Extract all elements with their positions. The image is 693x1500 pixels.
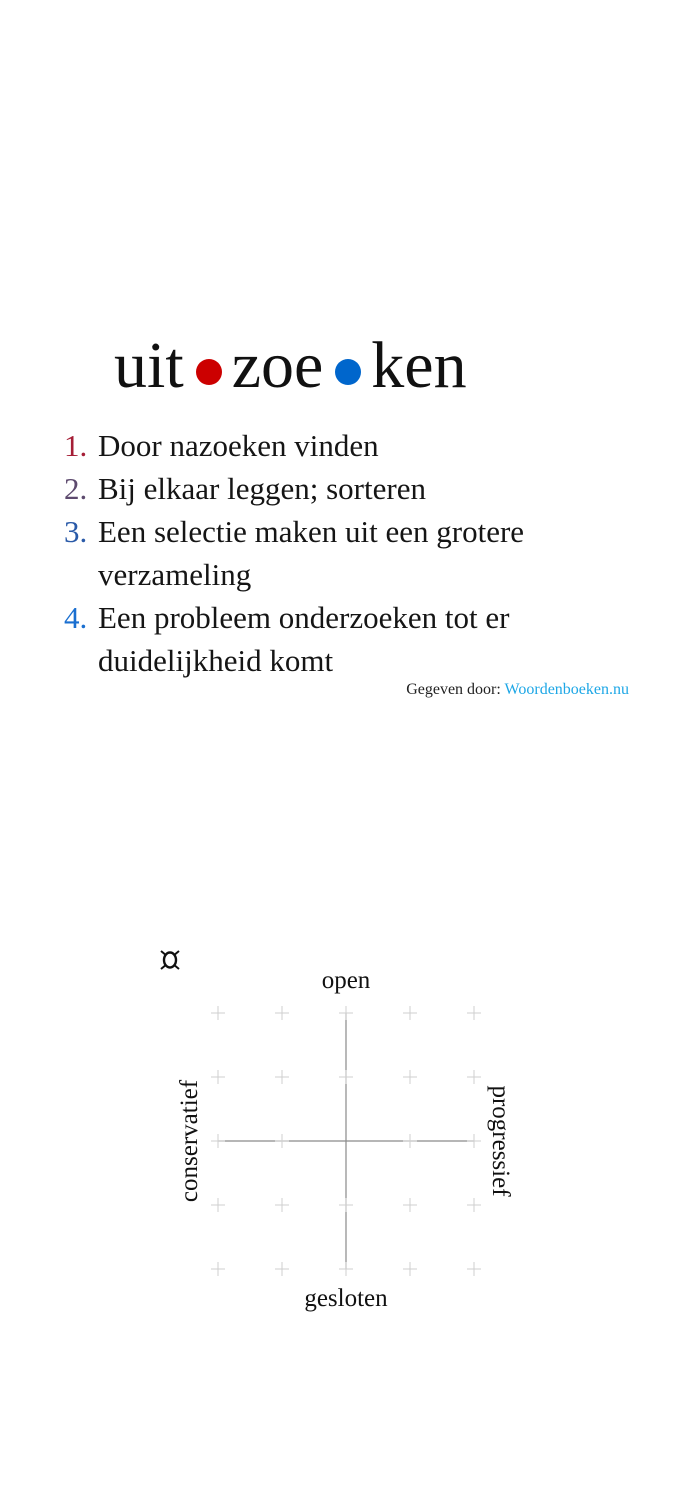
definition-text: Bij elkaar leggen; sorteren xyxy=(98,471,426,506)
headword xyxy=(114,326,467,406)
attribution xyxy=(406,680,629,700)
axis-label-left: conservatief xyxy=(176,1079,203,1203)
definition-number: 3. xyxy=(64,514,88,549)
definition-item xyxy=(64,467,644,510)
definition-number: 4. xyxy=(64,600,88,635)
compass-grid xyxy=(170,960,530,1320)
axis-label-top: open xyxy=(321,967,371,994)
attribution-prefix: Gegeven door: xyxy=(406,681,501,698)
axis-label-right: progressief xyxy=(487,1085,514,1197)
syllable: uit xyxy=(114,329,184,402)
definition-text: Door nazoeken vinden xyxy=(98,428,379,463)
syllable: ken xyxy=(371,329,467,402)
blue-dot-icon xyxy=(335,359,361,385)
definition-item xyxy=(64,424,644,467)
red-dot-icon xyxy=(196,359,222,385)
definition-text: Een selectie maken uit een grotere verzameling xyxy=(98,514,525,592)
syllable: zoe xyxy=(231,329,324,402)
definition-list xyxy=(64,424,644,682)
definition-number: 2. xyxy=(64,471,88,506)
political-compass xyxy=(170,960,530,1320)
definition-number: 1. xyxy=(64,428,88,463)
definition-text: Een probleem onderzoeken tot er duidelijkheid komt xyxy=(98,600,510,678)
source-link[interactable]: Woordenboeken.nu xyxy=(504,681,629,698)
axis-label-bottom: gesloten xyxy=(304,1285,388,1312)
definition-item xyxy=(64,596,644,682)
definition-item xyxy=(64,510,644,596)
